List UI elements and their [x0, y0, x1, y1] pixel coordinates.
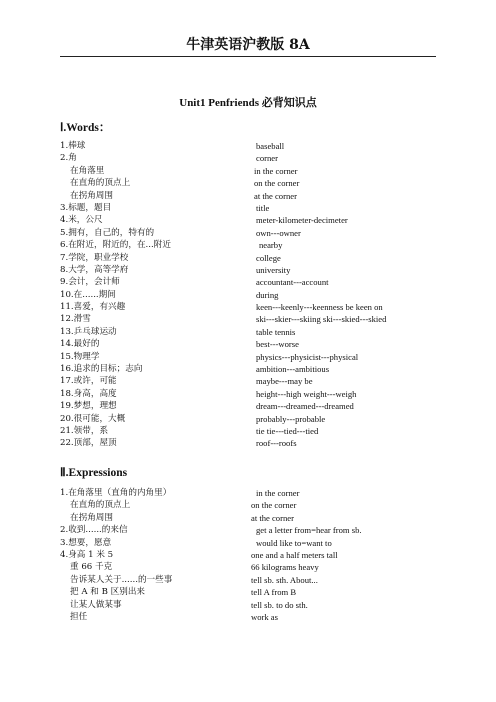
expression-english: would like to=want to	[256, 537, 332, 548]
list-item	[60, 313, 440, 325]
word-chinese: 在角落里	[70, 165, 105, 176]
expression-chinese: 在拐角周围	[70, 512, 113, 523]
expression-english: work as	[251, 611, 278, 622]
word-english: title	[256, 202, 270, 213]
word-english: nearby	[259, 240, 283, 251]
word-chinese: 7.学院，职业学校	[60, 252, 129, 263]
word-chinese: 3.标题，题目	[60, 202, 112, 213]
words-heading: Ⅰ.Words：	[60, 122, 111, 134]
list-item	[60, 537, 440, 549]
list-item	[60, 140, 440, 152]
expression-chinese: 1.在角落里（直角的内角里）	[60, 488, 172, 498]
word-chinese: 10.在......期间	[60, 289, 116, 300]
word-chinese: 16.追求的目标；志向	[60, 364, 143, 375]
word-english: maybe---may be	[256, 376, 313, 387]
word-english: probably---probable	[256, 413, 326, 424]
expression-english: one and a half meters tall	[251, 549, 338, 560]
word-english: dream---dreamed---dreamed	[256, 401, 354, 412]
list-item	[60, 499, 440, 511]
expression-english: tell A from B	[251, 587, 297, 598]
expression-chinese: 重 66 千克	[70, 562, 113, 573]
word-english: in the corner	[254, 165, 298, 176]
expression-english: in the corner	[256, 488, 300, 498]
word-english: at the corner	[254, 190, 297, 201]
list-item	[60, 338, 440, 350]
word-chinese: 22.顶部，屋顶	[60, 438, 117, 449]
expression-chinese: 在直角的顶点上	[70, 500, 131, 511]
word-chinese: 12.滑雪	[60, 314, 91, 325]
list-item	[60, 152, 440, 164]
word-chinese: 11.喜爱，有兴趣	[60, 302, 126, 313]
list-item	[60, 599, 440, 611]
expression-chinese: 担任	[70, 611, 88, 622]
expressions-heading: Ⅱ.Expressions	[60, 467, 128, 479]
word-english: height---high weight---weigh	[256, 388, 357, 399]
word-english: table tennis	[256, 326, 296, 337]
word-chinese: 在拐角周围	[70, 190, 113, 201]
list-item	[60, 400, 440, 412]
expression-english: get a letter from=hear from sb.	[256, 525, 362, 536]
expression-english: 66 kilograms heavy	[251, 562, 319, 573]
list-item	[60, 574, 440, 586]
word-chinese: 在直角的顶点上	[70, 178, 131, 189]
word-chinese: 6.在附近，附近的，在...附近	[60, 240, 171, 251]
list-item	[60, 276, 440, 288]
word-english: own---owner	[256, 227, 301, 238]
expression-english: on the corner	[251, 500, 297, 511]
word-chinese: 14.最好的	[60, 339, 100, 350]
list-item	[60, 561, 440, 573]
list-item	[60, 214, 440, 226]
list-item	[60, 177, 440, 189]
list-item	[60, 165, 440, 177]
list-item	[60, 549, 440, 561]
word-english: physics---physicist---physical	[256, 351, 359, 362]
list-item	[60, 190, 440, 202]
word-english: university	[256, 264, 291, 275]
list-item	[60, 375, 440, 387]
word-english: ski---skier---skiing ski---skied---skied	[256, 314, 387, 325]
expression-chinese: 4.身高 1 米 5	[60, 549, 114, 560]
list-item	[60, 487, 440, 499]
list-item	[60, 301, 440, 313]
expression-chinese: 2.收到......的来信	[60, 525, 128, 536]
word-english: corner	[256, 153, 278, 164]
word-chinese: 21.领带，系	[60, 425, 109, 436]
word-english: meter-kilometer-decimeter	[256, 215, 348, 226]
expression-english: at the corner	[251, 512, 294, 523]
list-item	[60, 586, 440, 598]
word-chinese: 5.拥有，自己的，特有的	[60, 227, 155, 238]
document-title: Unit1 Penfriends 必背知识点	[179, 97, 317, 109]
list-item	[60, 239, 440, 251]
word-chinese: 19.梦想，理想	[60, 401, 117, 412]
word-english: roof---roofs	[256, 438, 297, 449]
list-item	[60, 524, 440, 536]
list-item	[60, 512, 440, 524]
word-english: on the corner	[254, 178, 300, 189]
word-english: baseball	[256, 141, 285, 151]
word-chinese: 8.大学，高等学府	[60, 264, 129, 275]
list-item	[60, 611, 440, 623]
word-chinese: 13.乒乓球运动	[60, 326, 117, 337]
word-english: college	[256, 252, 281, 263]
word-chinese: 9.会计，会计师	[60, 277, 120, 288]
word-chinese: 17.或许，可能	[60, 376, 117, 387]
list-item	[60, 202, 440, 214]
list-item	[60, 252, 440, 264]
word-chinese: 4.米，公尺	[60, 215, 103, 226]
expression-english: tell sb. sth. About...	[251, 574, 318, 585]
expression-chinese: 3.想要，愿意	[60, 537, 112, 548]
list-item	[60, 326, 440, 338]
expressions-list	[60, 487, 440, 623]
list-item	[60, 363, 440, 375]
word-chinese: 18.身高，高度	[60, 388, 117, 399]
word-english: best---worse	[256, 339, 299, 350]
words-list	[60, 140, 440, 450]
word-english: accountant---account	[256, 277, 329, 288]
word-english: ambition---ambitious	[256, 364, 330, 375]
word-english: tie tie---tied---tied	[256, 425, 319, 436]
word-english: during	[256, 289, 279, 300]
list-item	[60, 388, 440, 400]
expression-english: tell sb. to do sth.	[251, 599, 308, 610]
list-item	[60, 264, 440, 276]
word-chinese: 1.棒球	[60, 141, 86, 151]
word-chinese: 15.物理学	[60, 351, 100, 362]
list-item	[60, 413, 440, 425]
word-chinese: 2.角	[60, 153, 77, 164]
expression-chinese: 告诉某人关于......的一些事	[70, 574, 173, 585]
word-chinese: 20.很可能，大概	[60, 413, 126, 424]
page-header: 牛津英语沪教版 8A	[186, 37, 310, 53]
list-item	[60, 437, 440, 449]
list-item	[60, 227, 440, 239]
word-english: keen---keenly---keenness be keen on	[256, 302, 383, 313]
header-rule	[60, 56, 436, 57]
expression-chinese: 让某人做某事	[70, 599, 122, 610]
list-item	[60, 289, 440, 301]
expression-chinese: 把 A 和 B 区别出来	[70, 587, 146, 598]
list-item	[60, 351, 440, 363]
list-item	[60, 425, 440, 437]
